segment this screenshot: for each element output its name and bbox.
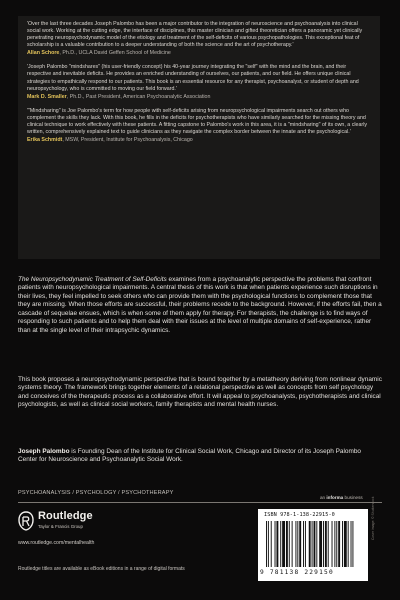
- barcode: [258, 509, 368, 581]
- barcode-bar: [268, 521, 269, 567]
- barcode-bar: [282, 521, 285, 567]
- endorser-name: Allan Schore: [27, 50, 60, 57]
- routledge-mark-icon: [18, 511, 34, 531]
- description-paragraph: [18, 276, 382, 335]
- barcode-bar: [271, 521, 272, 567]
- barcode-bar: [344, 521, 347, 567]
- barcode-bar: [352, 521, 353, 567]
- subject-categories: PSYCHOANALYSIS / PSYCHOLOGY / PSYCHOTHERAPY: [18, 490, 174, 496]
- barcode-bar: [316, 521, 317, 567]
- barcode-bar: [280, 521, 281, 567]
- endorsement-quote: '"Mindsharing" is Joe Palombo's term for how people with self-deficits arising from neuropsychological impairments search out others who complement the skills they lack. With this book, he fills in the deficits for psychotherapists who have similarly searched for the missing theory and clinical technique to work effectively with these patients. A fitting capstone to Palombo's work in this area, it is a "mindsharing" of its own, a clearly written, comprehensively explained text to guide clinicians as they navigate the complex border between the innate and the psychological.': [27, 107, 368, 136]
- informa-business-label: [320, 495, 363, 500]
- barcode-bar: [314, 521, 316, 567]
- endorsement-attribution: [27, 50, 371, 57]
- barcode-bar: [332, 521, 333, 567]
- endorser-title: , MSW, President, Institute for Psychoanalysis, Chicago: [62, 137, 193, 144]
- author-name: Joseph Palombo: [18, 448, 70, 455]
- ebook-note: Routledge titles are available as eBook editions in a range of digital formats: [18, 566, 185, 572]
- barcode-bar: [292, 521, 293, 567]
- informa-prefix: an: [320, 495, 327, 500]
- barcode-bar: [309, 521, 311, 567]
- informa-brand: informa: [326, 495, 344, 500]
- barcode-bar: [348, 521, 349, 567]
- book-title: The Neuropsychodynamic Treatment of Self-Deficits: [18, 276, 167, 283]
- publisher-logo: [18, 509, 178, 543]
- barcode-bars: [264, 521, 362, 567]
- author-bio: [18, 448, 382, 465]
- endorsement-attribution: [27, 137, 371, 144]
- divider: [18, 502, 382, 503]
- endorser-title: , Ph.D., Past President, American Psychoanalytic Association: [66, 93, 211, 100]
- author-bio-text: is Founding Dean of the Institute for Clinical Social Work, Chicago and Director of its Joseph Palombo Center for Neuroscience and Psychoanalytic Social Work.: [18, 448, 362, 464]
- publisher-tagline: Taylor & Francis Group: [38, 524, 83, 529]
- publisher-url[interactable]: www.routledge.com/mentalhealth: [18, 540, 95, 546]
- endorser-title: , Ph.D., UCLA David Geffen School of Medicine: [59, 50, 171, 57]
- endorsement-quote: 'Joseph Palombo "mindshares" (his user-friendly concept) his 40-year journey integrating the "self" with the mind and the brain, and their respective and inevitable deficits. He provides an enriched understanding of ourselves, our patients, and our field. He offers unique clinical strategies to empathically respond to our patients. This book is an essential resource for any therapist, psychoanalyst, or student of depth and neuropsychology, who is committed to moving our field forward.': [27, 64, 359, 92]
- description-paragraph: This book proposes a neuropsychodynamic perspective that is bound together by a metatheory deriving from nonlinear dynamic systems theory. The framework brings together elements of a relational perspective as well as concepts from self psychology and conceives of the therapeutic process as a collaborative effort. It will appeal to psychoanalysts, psychotherapists and clinical psychologists, as well as clinical social workers, family therapists and mental health nurses.: [18, 376, 382, 409]
- barcode-bar: [328, 521, 329, 567]
- barcode-bar: [334, 521, 335, 567]
- endorser-name: Mark D. Smaller: [27, 93, 67, 100]
- barcode-bar: [266, 521, 267, 567]
- isbn-label: ISBN 978-1-138-22915-0: [264, 512, 335, 518]
- description-text: examines from a psychoanalytic perspective the problems that confront patients with neuropsychological impairments. A central thesis of this work is that when patients experience such disruptions in their lives, they feel impelled to seek others who can provide them with the psychological functions to complement those that they are missing. When those efforts are successful, their problems recede to the background. However, if the efforts fail, then a cascade of sequelae ensues, which is when some of them apply for therapy. For therapists, the challenge is to find ways of responding to such patients and to help them deal with their issues at the level of multiple domains of self-experience, rather than at the single level of their intrapsychic dynamics.: [18, 276, 382, 334]
- barcode-bar: [312, 521, 313, 567]
- barcode-bar: [276, 521, 278, 567]
- barcode-bar: [297, 521, 298, 567]
- endorsement-attribution: [27, 94, 371, 101]
- informa-suffix: business: [343, 495, 363, 500]
- barcode-bar: [295, 521, 296, 567]
- barcode-bar: [303, 521, 304, 567]
- cover-credit: Cover image: © Shutterstock: [371, 496, 375, 540]
- endorser-name: Erika Schmidt: [27, 137, 63, 144]
- barcode-bar: [275, 521, 276, 567]
- barcode-bar: [286, 521, 288, 567]
- barcode-bar: [319, 521, 322, 567]
- barcode-bar: [338, 521, 340, 567]
- barcode-bar: [325, 521, 327, 567]
- publisher-name: Routledge: [38, 510, 93, 522]
- barcode-number: 9 781138 229150: [260, 569, 334, 576]
- barcode-bar: [351, 521, 352, 567]
- barcode-bar: [342, 521, 343, 567]
- barcode-bar: [289, 521, 290, 567]
- endorsement-quote: 'Over the last three decades Joseph Palombo has been a major contributor to the integration of neuroscience and psychoanalysis into clinical social work. Working at the cutting edge, the interface of disciplines, this master clinician and gifted theoretician offers a panoramic yet clinically penetrating neuropsychodynamic model of the etiology and treatment of the self-deficits of various psychopathologies. This exceptional feat of scholarship is a valuable contribution to a deeper understanding of both the science and the art of psychotherapy.': [27, 21, 363, 49]
- barcode-bar: [323, 521, 324, 567]
- endorsements-box: [18, 16, 380, 259]
- barcode-bar: [336, 521, 337, 567]
- barcode-bar: [299, 521, 301, 567]
- barcode-bar: [305, 521, 306, 567]
